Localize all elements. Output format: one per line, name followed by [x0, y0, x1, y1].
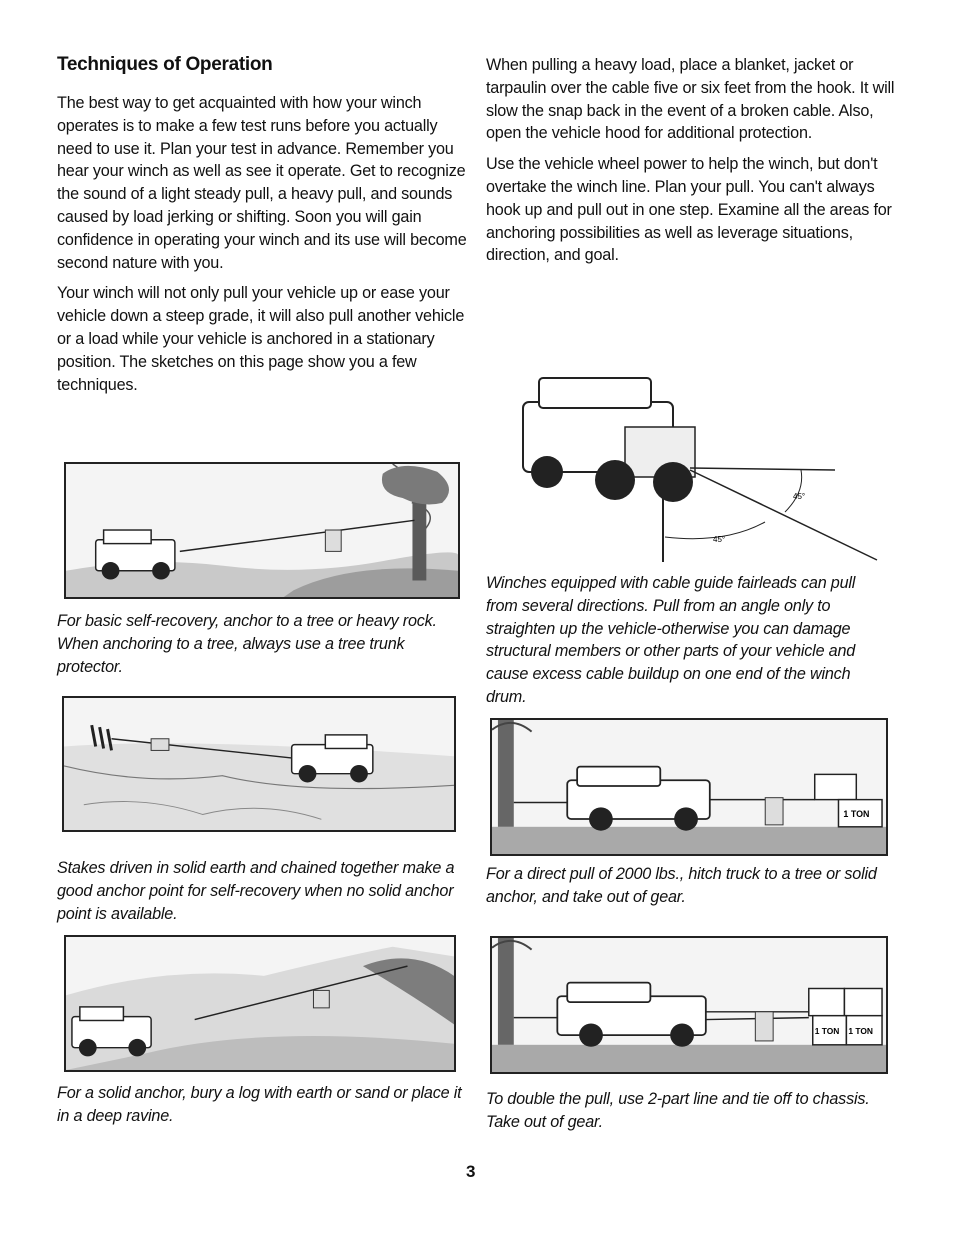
tree-anchor-caption: For basic self-recovery, anchor to a tree or heavy rock. When anchoring to a tree, always use a tree trunk protector. [57, 612, 437, 676]
load-label-double-b: 1 TON [848, 1026, 873, 1037]
direct-pull-caption: For a direct pull of 2000 lbs., hitch truck to a tree or solid anchor, and take out of gear. [486, 865, 877, 906]
load-label-double-a: 1 TON [814, 1026, 840, 1037]
stakes-anchor-illustration [62, 696, 456, 832]
tree-anchor-illustration [64, 462, 460, 599]
angle-label-lower: 45° [713, 535, 726, 544]
page-number: 3 [466, 1162, 476, 1181]
log-anchor-illustration [64, 935, 456, 1072]
heavy-load-paragraph: When pulling a heavy load, place a blanket, jacket or tarpaulin over the cable five or six feet from the hook. It will slow the snap back in the event of a broken cable. Also, open the vehicle hood for additional protection. [486, 56, 895, 143]
direct-pull-illustration [490, 718, 888, 856]
angle-pull-caption: Winches equipped with cable guide fairleads can pull from several directions. Pull from an angle only to straighten up the vehicle-otherwise you can damage structural members or other parts of your vehicle and cause excess cable buildup on one end of the winch drum. [486, 574, 856, 706]
wheel-power-paragraph: Use the vehicle wheel power to help the winch, but don't overtake the winch line. Plan your pull. You can't always hook up and pull out in one step. Examine all the areas for anchoring possibilities as well as leverage situations, direction, and goal. [486, 155, 892, 265]
intro-paragraph: The best way to get acquainted with how your winch operates is to make a few test runs before you actually need to use it. Plan your test in advance. Remember you hear your winch as well as see it operate. Get to recognize the sound of a light steady pull, a heavy pull, and sounds caused by load jerking or shifting. Soon you will gain confidence in operating your winch and its use will become second nature with you. [57, 94, 467, 272]
left-column-text [57, 92, 469, 404]
double-pull-caption: To double the pull, use 2-part line and tie off to chassis. Take out of gear. [486, 1090, 870, 1131]
double-pull-illustration [490, 936, 888, 1074]
stakes-anchor-caption: Stakes driven in solid earth and chained together make a good anchor point for self-recovery when no solid anchor point is available. [57, 859, 455, 923]
load-label-direct: 1 TON [843, 809, 870, 820]
section-heading: Techniques of Operation [57, 54, 273, 75]
techniques-paragraph: Your winch will not only pull your vehicle up or ease your vehicle down a steep grade, it will also pull another vehicle or a load while your vehicle is anchored in a stationary position. The sketches on this page show you a few techniques. [57, 284, 465, 394]
right-column-text [486, 54, 896, 275]
angle-pull-illustration [505, 372, 885, 564]
log-anchor-caption: For a solid anchor, bury a log with earth or sand or place it in a deep ravine. [57, 1084, 462, 1125]
angle-label-upper: 45° [793, 492, 806, 501]
